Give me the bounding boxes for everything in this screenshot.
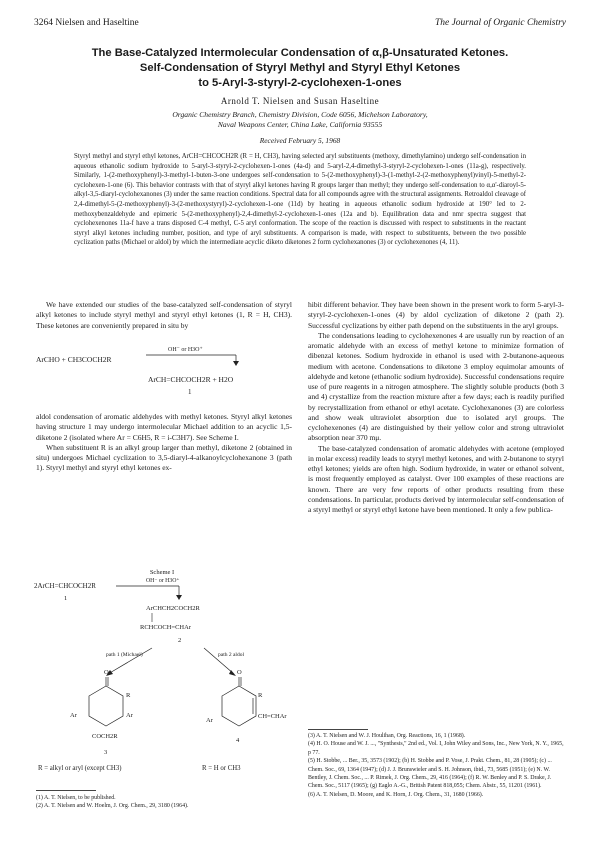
- header-journal: The Journal of Organic Chemistry: [434, 18, 566, 28]
- scheme-reactant-label: 1: [64, 595, 68, 602]
- right-footnote-5: (5) H. Stobbe, ... Ber., 35, 3573 (1902); (b) H. Stobbe and P. Vose, J. Prakt. Chem., 81, 28 (1905); (c) ... Chem. Soc., 69, 1364 (1947); (d) J. J. Brunswieler and S. H. Johnson, ibid., 73, 5685 (1951); (e) N. W. Bentley, J. Chem. Soc., ... P. Rimek, J. Org. Chem., 29, 416 (1964); (f) R. W. Benley and P. S. Drake, J. Chem. Soc., 5117 (1965); (g) Eaglo A.-G., British Patent 818,055; Chem. Abstr., 55, 11201 (1961).: [308, 758, 552, 790]
- scheme-reactant: 2ArCH=CHCOCH2R: [34, 582, 96, 590]
- affiliation: [100, 110, 500, 130]
- cyclohexenone-aryl: Ar: [206, 717, 213, 724]
- right-footnote-4: (4) H. O. House and W. J. ..., "Synthesis," 2nd ed., Vol. I, John Wiley and Sons, Inc., New York, N. Y., 1965, p 77.: [308, 741, 564, 756]
- svg-text:R: R: [258, 692, 263, 699]
- right-paragraph-3: The base-catalyzed condensation of aromatic aldehydes with acetone (employed in molar excess) readily leads to styryl methyl ketones, and with 2-butanone to styryl ethyl ketones; yields are often high. Sodium hydroxide, in water or ethanol solvent, is most frequently employed as catalyst. Over 100 examples of these reactions are known. There are very few reports of other products resulting from these condensations. In particular, products derived by intermolecular self-condensation of a styryl methyl or styryl ethyl ketone have been mentioned. It only a few publica-: [308, 443, 564, 514]
- abstract: Styryl methyl and styryl ethyl ketones, ArCH=CHCOCH2R (R = H, CH3), having selected aryl substituents (methoxy, dimethylamino) undergo self-condensation in aqueous ethanolic sodium hydroxide to 5-aryl-3-styryl-2-cyclohexen-1-ones (4a-d) and 5-aryl-2,4-dimethyl-3-styryl-2-cyclohexen-1-ones (11a-g), respectively. Similarly, 1-(2-methoxyphenyl)-3-methyl-1-buten-3-one undergoes self-condensation to 5-(2-methoxyphenyl)-3-(1-methyl-2-(2-methoxyphenyl)vinyl)-5-methyl-2-cyclohexen-1-one (6). This behavior contrasts with that of styryl alkyl ketones having R groups larger than methyl; they undergo self-condensation to α,α'-diaroyl-5-alkyl-3,5-diaryl-cyclohexanones (3) under the same reaction conditions. Spectral data for all compounds agree with the structural assignments. Retroaldol cleavage of 2,4-dimethyl-5-(2-methoxyphenyl)-3-(2-methoxystyryl)-2-cyclohexen-1-one (11d) by heating in aqueous ethanolic sodium hydroxide at 190° led to 2-methoxybenzaldehyde and epimeric 5-(2-methoxyphenyl)-2,4-dimethyl-2-cyclohexen-1-ones (12a and b). Equilibration data and nmr spectra suggest that cyclohexenones 11a-f have a trans disposed C-4 methyl, C-5 aryl conformation. The scope of the reaction is discussed with respect to substituents in the reactant styryl alkyl ketones including number, position, and type of aryl substituents. A comparison is made, with respect to substituents, between the two possible cyclization paths (Michael or aldol) by which the intermediate acyclic diketo diketones 2 form cyclohexanones (3) or cyclohexenones (4, 11).: [74, 153, 526, 247]
- right-footnote-rule: [308, 729, 368, 730]
- equation-reactants: ArCHO + CH3COCH2R: [36, 355, 112, 364]
- right-footnote-6: (6) A. T. Nielsen, D. Moore, and K. Horn, J. Org. Chem., 31, 1680 (1966).: [308, 791, 484, 798]
- scheme-path-2-label: path 2 aldol: [218, 652, 244, 658]
- equation-conditions: OH⁻ or H3O⁺: [168, 347, 203, 353]
- left-paragraph-2: aldol condensation of aromatic aldehydes with methyl ketones. Styryl alkyl ketones having structure 1 may undergo intermolecular Michael addition to an acyclic 1,5-diketone 2 (isolated where Ar = C6H5, R = i-C3H7). See Scheme I.: [36, 412, 292, 442]
- svg-text:O: O: [237, 669, 242, 676]
- title-line-1: The Base-Catalyzed Intermolecular Condensation of α,β-Unsaturated Ketones.: [91, 47, 509, 59]
- right-column: [308, 300, 564, 515]
- svg-text:O: O: [104, 669, 109, 676]
- left-column-top: [36, 300, 292, 331]
- left-footnotes: [36, 794, 292, 811]
- running-header: [34, 18, 566, 32]
- authors: Arnold T. Nielsen and Susan Haseltine: [220, 96, 380, 106]
- left-footnote-2: (2) A. T. Nielsen and W. Hoelm, J. Org. Chem., 29, 3180 (1964).: [36, 803, 189, 810]
- scheme-arrow-conditions: OH⁻ or H3O⁺: [146, 578, 180, 584]
- scheme-intermediate-bottom: RCHCOCH=CHAr: [140, 624, 191, 631]
- left-paragraph-1: We have extended our studies of the base-catalyzed self-condensation of styryl alkyl ketones to include styryl methyl and styryl ethyl ketones (1, R = H, CH3). These ketones are conveniently prepared in situ by: [36, 300, 292, 330]
- cyclohexanone-substituent: COCH2R: [92, 733, 118, 740]
- cyclohexenone-substituent: CH=CHAr: [258, 713, 287, 720]
- article-title: [40, 46, 560, 91]
- scheme-right-caption: R = H or CH3: [202, 765, 241, 772]
- scheme-intermediate-top: ArCHCH2COCH2R: [146, 605, 200, 612]
- cyclohexenone-structure: [206, 669, 287, 726]
- scheme-intermediate-label: 2: [178, 637, 182, 644]
- equation-label: 1: [188, 388, 192, 396]
- received-date: Received February 5, 1968: [259, 136, 341, 145]
- svg-text:R: R: [126, 692, 131, 699]
- right-paragraph-1: hibit different behavior. They have been shown in the present work to form 5-aryl-3-styryl-2-cyclohexen-1-ones (4) by aldol cyclization of diketone 2 (path 2). Successful cyclizations by either path depend on the substituents in the aryl groups.: [308, 300, 564, 330]
- title-line-2: Self-Condensation of Styryl Methyl and Styryl Ethyl Ketones: [139, 62, 461, 74]
- cyclohexanone-label: 3: [104, 749, 108, 756]
- cyclohexenone-label: 4: [236, 737, 240, 744]
- title-line-3: to 5-Aryl-3-styryl-2-cyclohexen-1-ones: [198, 77, 402, 89]
- equation-arrow-head: [233, 361, 239, 366]
- right-footnote-3: (3) A. T. Nielsen and W. J. Houlihan, Org. Reactions, 16, 1 (1968).: [308, 733, 466, 739]
- aldol-equation: [36, 342, 292, 412]
- svg-text:Ar: Ar: [126, 712, 133, 719]
- scheme-1: [34, 566, 290, 776]
- right-paragraph-2: The condensations leading to cyclohexenones 4 are usually run by reaction of an aromatic aldehyde with an excess of methyl ketone to minimize formation of dibenzal ketones. Sodium hydroxide in ethanol is used with 2-butanone-aqueous medium with acetone. Condensations to diketone 3 employ equimolar amounts of aldehyde and ketone (ethanolic sodium hydroxide). Successful condensations require use of pure reagents in a nitrogen atmosphere. The slightly soluble products (both 3 and 4) crystallize from the reaction mixture after a few days; each is readily purified by recrystallization from ethanol or ethyl acetate. Cyclohexanones (3) are colorless and show weak ultraviolet absorption due to isolated aryl groups. The cyclohexenones (4) are distinguished by their yellow color and strong ultraviolet absorption near 370 mμ.: [308, 330, 564, 443]
- left-footnote-1: (1) A. T. Nielsen, to be published.: [36, 795, 116, 801]
- header-page-and-authors: 3264 Nielsen and Haseltine: [34, 18, 139, 28]
- cyclohexanone-aryl: Ar: [70, 712, 77, 719]
- affiliation-line-1: Organic Chemistry Branch, Chemistry Division, Code 6056, Michelson Laboratory,: [172, 110, 428, 119]
- affiliation-line-2: Naval Weapons Center, China Lake, California 93555: [217, 120, 383, 129]
- left-footnote-rule: [36, 790, 96, 791]
- left-paragraph-3: When substituent R is an alkyl group larger than methyl, diketone 2 (obtained in situ) undergoes Michael cyclization to 3,5-diaryl-4-alkanoylcyclohexanone 3 (path 1). Styryl methyl and styryl ethyl ketones ex-: [36, 442, 292, 473]
- left-column-middle: [36, 412, 292, 474]
- equation-product: ArCH=CHCOCH2R + H2O: [148, 375, 234, 384]
- scheme-path-1-label: path 1 (Michael): [106, 652, 143, 658]
- scheme-title: Scheme I: [149, 569, 175, 576]
- scheme-left-caption: R = alkyl or aryl (except CH3): [38, 765, 122, 772]
- right-footnotes: [308, 732, 564, 799]
- cyclohexanone-structure: [70, 669, 134, 740]
- scheme-arrow-1-head: [176, 595, 182, 600]
